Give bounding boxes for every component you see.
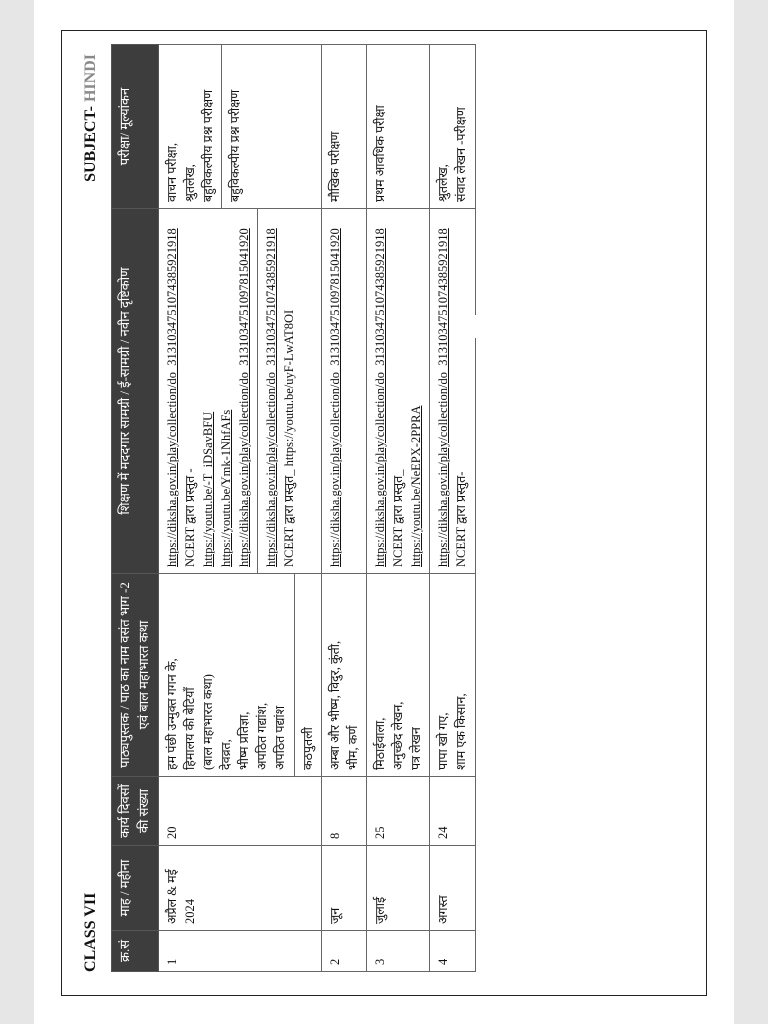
resource-link[interactable]: https://diksha.gov.in/play/collection/do_3131034751074385921918 [372, 228, 387, 567]
evaluation-item: श्रुतलेख, [436, 164, 451, 202]
cell-month: जून [321, 846, 366, 931]
resource-link[interactable]: https://youtu.be/NeEPX-2PPRA [409, 405, 424, 567]
cell-resources [158, 209, 321, 574]
cell-book [158, 574, 321, 777]
table-row [366, 45, 429, 972]
sub-resources [257, 209, 298, 573]
cell-evaluation [321, 45, 366, 209]
evaluation-item: संवाद लेखन -परीक्षण [454, 107, 469, 202]
book-item: हिमालय की बेटियाँ [182, 687, 197, 770]
resource-link[interactable]: https://youtu.be/-T_iDSavBFU [200, 411, 215, 567]
cell-days: 20 [158, 777, 321, 846]
evaluation-item: वाचन परीक्षा, [164, 143, 179, 202]
resource-link[interactable]: https://diksha.gov.in/play/collection/do_3131034751097815041920 [327, 228, 342, 567]
table-body [158, 45, 475, 972]
cell-book [366, 574, 429, 777]
book-item: (बाल महाभारत कथा) [200, 674, 215, 770]
evaluation-item: बहुविकल्पीय प्रश्न परीक्षण [228, 89, 243, 202]
header-month: माह / महीना [112, 846, 159, 931]
resource-text: NCERT द्वारा प्रस्तुत - [182, 468, 197, 567]
subject-name: HINDI [82, 54, 99, 103]
cell-resources [321, 209, 366, 574]
resource-text: NCERT द्वारा प्रस्तुत_ https://youtu.be/uyF-LwAT8OI [282, 309, 297, 567]
syllabus-table [111, 44, 476, 972]
cell-resources [430, 209, 475, 574]
cell-sn: 2 [321, 931, 366, 972]
cell-resources [366, 209, 429, 574]
header-evaluation: परीक्षा/ मूल्यांकन [112, 45, 159, 209]
header-resources: शिक्षण में मददगार सामग्री / ई-सामग्री / नवीन दृष्टिकोण [112, 209, 159, 574]
resource-link[interactable]: https://youtu.be/Ymk-1NhfAFs [219, 409, 234, 567]
book-item: भीम, कर्ण [345, 725, 360, 770]
table-header-row [112, 45, 159, 972]
cell-month: अगस्त [430, 846, 475, 931]
cell-evaluation [366, 45, 429, 209]
subject-title [82, 54, 100, 182]
book-item: अपठित पद्यांश [273, 705, 288, 770]
book-item: पापा खो गए, [436, 712, 451, 770]
cell-days: 8 [321, 777, 366, 846]
table-row [430, 45, 475, 972]
cell-book [321, 574, 366, 777]
cell-sn: 4 [430, 931, 475, 972]
book-item: मिठाईवाला, [372, 717, 387, 770]
table-row [321, 45, 366, 972]
sub-book [294, 574, 317, 776]
book-item: अम्बा और भीष्म, विदुर, कुंती, [327, 640, 342, 770]
resource-link[interactable]: https://diksha.gov.in/play/collection/do_3131034751074385921918 [164, 228, 179, 567]
cell-sn: 1 [158, 931, 321, 972]
evaluation-item: मौखिक परीक्षण [327, 131, 342, 202]
resource-link[interactable]: https://diksha.gov.in/play/collection/do_3131034751074385921918 [264, 228, 279, 567]
cell-evaluation [430, 45, 475, 209]
cell-evaluation [158, 45, 321, 209]
book-item: कठपुतली [300, 727, 315, 770]
subject-prefix: SUBJECT- [82, 102, 99, 182]
header-sn: क्र.सं [112, 931, 159, 972]
cell-sn: 3 [366, 931, 429, 972]
table-row [158, 45, 321, 972]
cell-days: 24 [430, 777, 475, 846]
cell-book [430, 574, 475, 777]
resource-link[interactable]: https://diksha.gov.in/play/collection/do_3131034751097815041920 [237, 228, 252, 567]
cell-days: 25 [366, 777, 429, 846]
cell-month: अप्रैल & मई 2024 [158, 846, 321, 931]
header-book: पाठ्यपुस्तक / पाठ का नाम वसंत भाग -2 एवं बाल महाभारत कथा [112, 574, 159, 777]
blank-patch [461, 315, 565, 338]
evaluation-item: प्रथम आवधिक परीक्षा [372, 105, 387, 202]
header-days: कार्य दिवसों की संख्या [112, 777, 159, 846]
evaluation-item: श्रुतलेख, [182, 164, 197, 202]
sub-evaluation [221, 45, 244, 208]
cell-month: जुलाई [366, 846, 429, 931]
book-item: अपठित गद्यांश, [255, 702, 270, 770]
resource-link[interactable]: https://diksha.gov.in/play/collection/do_3131034751074385921918 [436, 228, 451, 567]
resource-text: NCERT द्वारा प्रस्तुत_ [391, 469, 406, 567]
resource-text: NCERT द्वारा प्रस्तुत- [454, 471, 469, 567]
rotated-document [61, 30, 707, 996]
book-item: अनुच्छेद लेखन, [391, 701, 406, 770]
class-title: CLASS VII [82, 892, 99, 972]
evaluation-item: बहुविकल्पीय प्रश्न परीक्षण [200, 89, 215, 202]
book-item: पत्र लेखन [409, 727, 424, 770]
book-item: हम पंछी उन्मुक्त गगन के, [164, 658, 179, 770]
book-item: भीष्म प्रतिज्ञा, [237, 711, 252, 770]
document-header [61, 30, 111, 996]
book-item: शाम एक किसान, [454, 693, 469, 770]
book-item: देवव्रत, [219, 739, 234, 770]
